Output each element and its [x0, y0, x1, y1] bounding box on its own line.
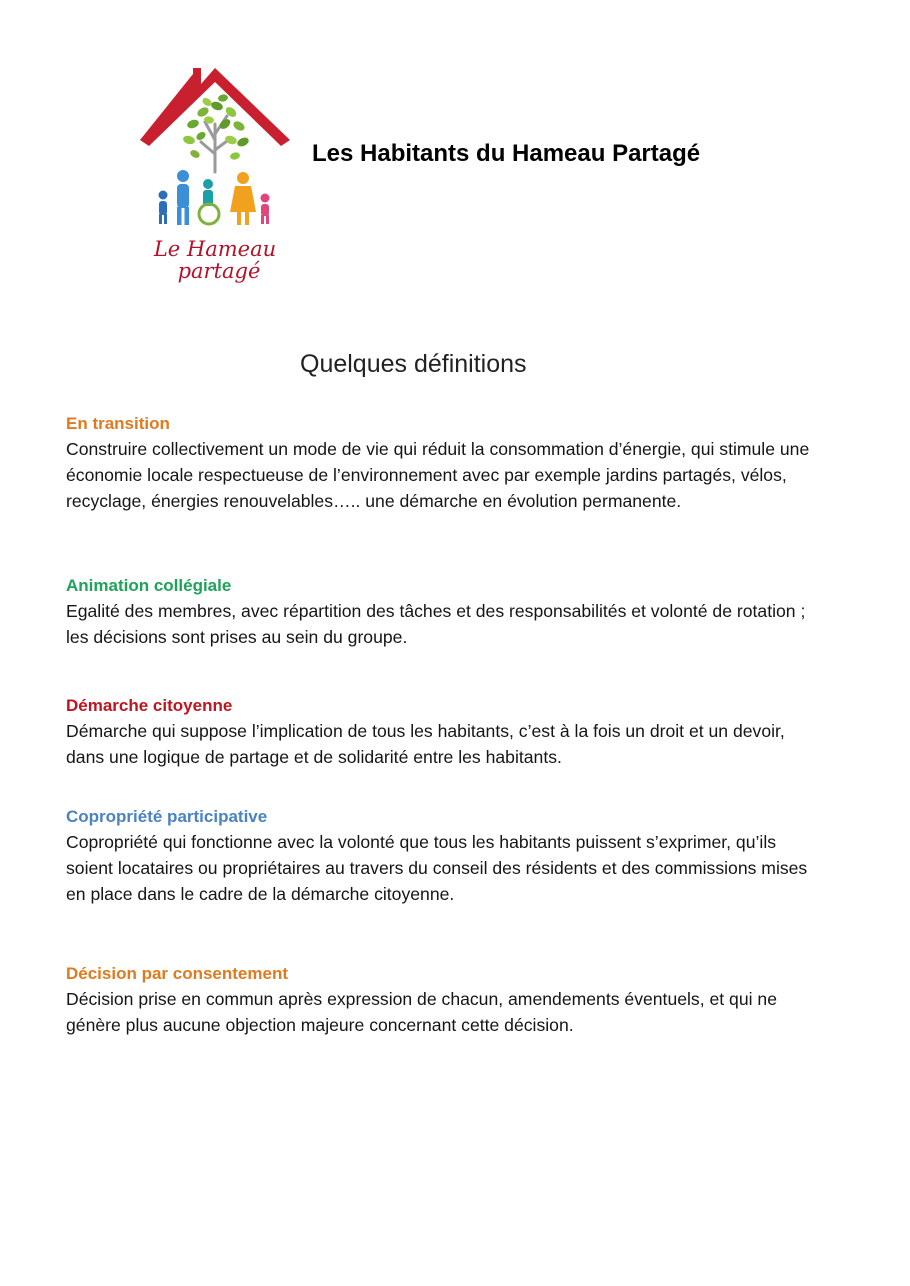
definition-section — [66, 805, 826, 907]
definition-text: Décision prise en commun après expression de chacun, amendements éventuels, et qui ne génère plus aucune objection majeure concernant cette décision. — [66, 989, 777, 1035]
definition-term: Copropriété participative — [66, 807, 268, 826]
definition-section — [66, 962, 826, 1038]
definition-text: Démarche qui suppose l’implication de tous les habitants, c’est à la fois un droit et un devoir, dans une logique de partage et de solidarité entre les habitants. — [66, 721, 785, 767]
definition-section — [66, 574, 826, 650]
definition-term: Animation collégiale — [66, 576, 232, 595]
family-figures — [159, 170, 270, 225]
definition-text: Egalité des membres, avec répartition des tâches et des responsabilités et volonté de rotation ; les décisions sont prises au sein du groupe. — [66, 601, 806, 647]
logo-text-line1: Le Hameau — [153, 237, 277, 261]
definition-section — [66, 412, 826, 514]
page-heading: Quelques définitions — [300, 350, 527, 378]
org-title: Les Habitants du Hameau Partagé — [312, 140, 701, 167]
definition-text: Construire collectivement un mode de vie qui réduit la consommation d’énergie, qui stimule une économie locale respectueuse de l’environnement avec par exemple jardins partagés, vélos, recyclage, énergies renouvelables….. une démarche en évolution permanente. — [66, 439, 810, 511]
hameau-logo — [135, 62, 295, 294]
house-family-logo-icon — [135, 62, 295, 294]
definition-term: Démarche citoyenne — [66, 696, 233, 715]
logo-text-line2: partagé — [177, 259, 261, 283]
definition-section — [66, 694, 826, 770]
definition-term: En transition — [66, 414, 170, 433]
definition-text: Copropriété qui fonctionne avec la volonté que tous les habitants puissent s’exprimer, qu’ils soient locataires ou propriétaires au travers du conseil des résidents et des commissions mises en place dans le cadre de la démarche citoyenne. — [66, 832, 808, 904]
definition-term: Décision par consentement — [66, 964, 289, 983]
